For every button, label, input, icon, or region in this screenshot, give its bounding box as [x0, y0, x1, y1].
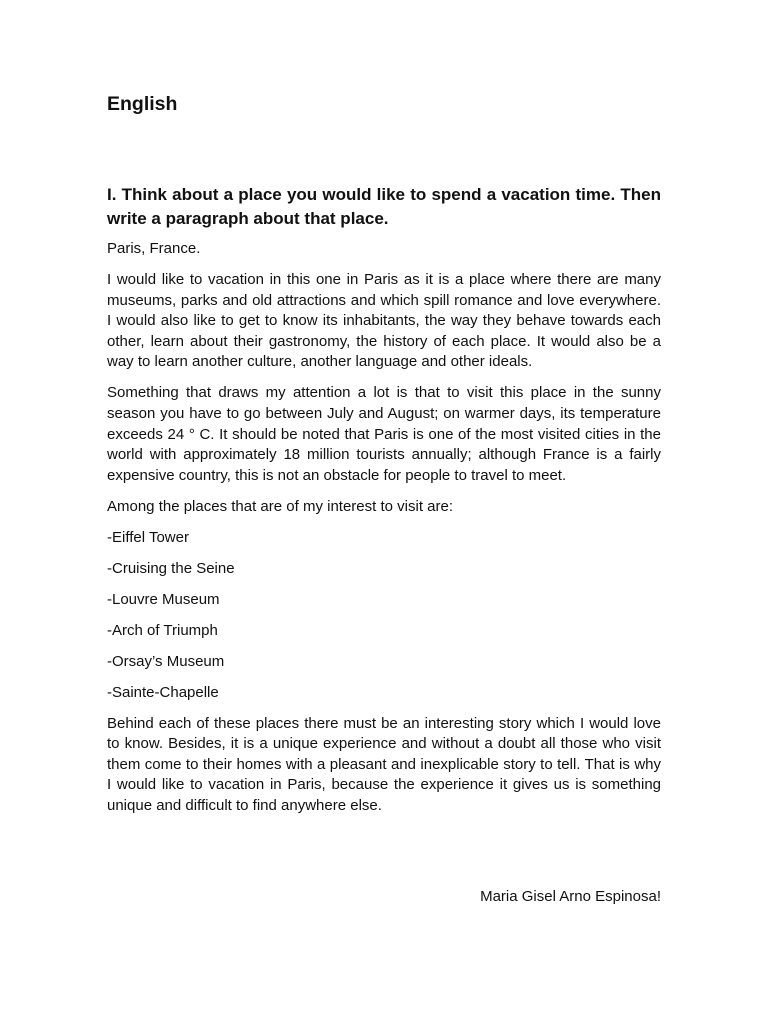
list-item-seine: -Cruising the Seine: [107, 559, 235, 577]
list-intro: Among the places that are of my interest to visit are:: [107, 497, 453, 515]
closing-paragraph: Behind each of these places there must be an interesting story which I would love to know. Besides, it is a unique experience and without a doubt all those who visit them come to their homes with a pleasant and inexplicable story to tell. That is why I would like to vacation in Paris, because the experience it gives us is something unique and difficult to find anywhere else.: [107, 714, 661, 814]
intro-paragraph: I would like to vacation in this one in Paris as it is a place where there are many museums, parks and old attractions and which spill romance and love everywhere. I would also like to get to know its inhabitants, the way they behave towards each other, learn about their gastronomy, the history of each place. It would also be a way to learn another culture, another language and other ideals.: [107, 270, 661, 371]
place-name: Paris, France.: [107, 240, 201, 257]
list-item-orsay: -Orsay’s Museum: [107, 652, 225, 670]
list-item-sainte-chapelle: -Sainte-Chapelle: [107, 683, 219, 701]
author-signature: Maria Gisel Arno Espinosa!: [480, 888, 661, 905]
list-item-arch-of-triumph: -Arch of Triumph: [107, 621, 218, 639]
document-content: [107, 183, 661, 817]
details-paragraph: Something that draws my attention a lot is that to visit this place in the sunny season you have to go between July and August; on warmer days, its temperature exceeds 24 ° C. It should be noted that Paris is one of the most visited cities in the world with approximately 18 million tourists annually; although France is a fairly expensive country, this is not an obstacle for people to travel to meet.: [107, 384, 661, 484]
subject-title: English: [107, 93, 178, 115]
list-item-eiffel-tower: -Eiffel Tower: [107, 528, 189, 546]
list-item-louvre: -Louvre Museum: [107, 590, 220, 608]
question-heading: I. Think about a place you would like to spend a vacation time. Then write a paragraph about that place.: [107, 185, 661, 228]
